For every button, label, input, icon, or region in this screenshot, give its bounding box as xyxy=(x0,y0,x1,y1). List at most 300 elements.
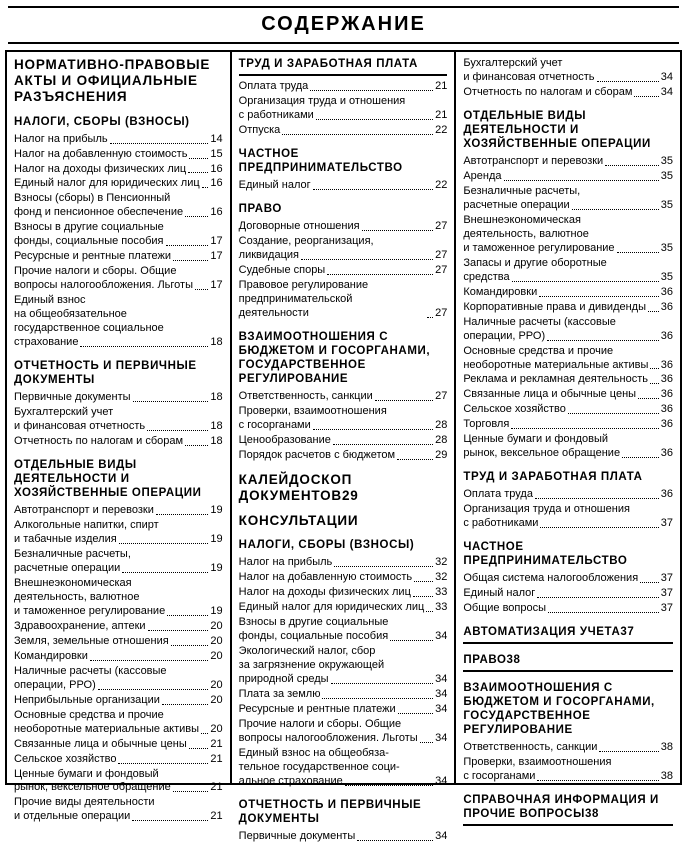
page-number: 36 xyxy=(660,488,673,501)
leader-dots xyxy=(156,513,209,515)
toc-entry-label: необоротные материальные активы xyxy=(463,358,649,371)
leader-dots xyxy=(414,580,433,582)
page-number: 21 xyxy=(210,810,223,823)
toc-entry-label: Оплата труда xyxy=(463,488,533,501)
toc-entry[interactable] xyxy=(463,57,673,85)
section-heading-труд-и-заработная-плата: ТРУД И ЗАРАБОТНАЯ ПЛАТА xyxy=(239,57,448,76)
leader-dots xyxy=(147,429,208,431)
section-heading-нормативно-правовые-акты-и-официальные-р: НОРМАТИВНО-ПРАВОВЫЕ АКТЫ И ОФИЦИАЛЬНЫЕ РАЗЪЯСНЕНИЯ xyxy=(14,57,211,105)
leader-dots xyxy=(132,819,208,821)
toc-entry-label: и финансовая отчетность xyxy=(463,70,595,83)
page-number: 33 xyxy=(435,586,448,599)
page-number: 29 xyxy=(341,487,359,503)
toc-entry-label: Общие вопросы xyxy=(463,602,547,615)
toc-entry[interactable] xyxy=(14,504,223,518)
contents-column-1 xyxy=(7,52,232,823)
toc-entry-label: с госорганами xyxy=(238,418,311,431)
toc-entry[interactable] xyxy=(463,316,673,344)
leader-dots xyxy=(634,95,658,97)
toc-entry-line: Экологический налог, сбор xyxy=(238,644,376,657)
toc-entry[interactable] xyxy=(14,391,223,405)
toc-entry-label: с госорганами xyxy=(463,770,536,783)
toc-entry[interactable] xyxy=(14,620,223,634)
page-number: 20 xyxy=(210,693,223,706)
toc-entry-line: Проверки, взаимоотношения xyxy=(463,756,612,769)
toc-entry[interactable] xyxy=(239,718,448,746)
leader-dots xyxy=(331,682,434,684)
leader-dots xyxy=(597,80,659,82)
toc-entry-line: Ценные бумаги и фондовый xyxy=(14,767,159,780)
page-number: 36 xyxy=(660,388,673,401)
toc-entry-label: Первичные документы xyxy=(14,391,131,404)
toc-entry-line: Бухгалтерский учет xyxy=(463,57,563,69)
page-number: 36 xyxy=(660,373,673,386)
leader-dots xyxy=(334,565,433,567)
toc-entry-line: Наличные расчеты (кассовые xyxy=(14,664,167,677)
leader-dots xyxy=(617,251,659,253)
leader-dots xyxy=(173,790,209,792)
page-number: 34 xyxy=(435,774,448,787)
toc-entry[interactable] xyxy=(14,738,223,752)
page-number: 36 xyxy=(660,329,673,342)
toc-entry[interactable] xyxy=(239,571,448,585)
toc-entry-line: Безналичные расчеты, xyxy=(463,184,581,197)
leader-dots xyxy=(189,157,208,159)
page-number: 18 xyxy=(210,391,223,404)
toc-entry[interactable] xyxy=(14,650,223,664)
toc-entry[interactable] xyxy=(14,665,223,693)
leader-dots xyxy=(650,367,658,369)
toc-entry-label: Судебные споры xyxy=(238,263,326,276)
leader-dots xyxy=(202,186,209,188)
leader-dots xyxy=(301,258,433,260)
leader-dots xyxy=(397,458,433,460)
leader-dots xyxy=(80,345,208,347)
leader-dots xyxy=(622,456,659,458)
toc-entry[interactable] xyxy=(463,572,673,586)
leader-dots xyxy=(426,610,433,612)
toc-entry[interactable] xyxy=(239,747,448,789)
toc-entry-label: Автотранспорт и перевозки xyxy=(14,504,154,517)
toc-entry[interactable] xyxy=(463,418,673,432)
leader-dots xyxy=(547,339,659,341)
leader-dots xyxy=(420,741,433,743)
toc-entry[interactable] xyxy=(14,133,223,147)
toc-entry[interactable] xyxy=(14,163,223,177)
toc-entry-line: Взносы в другие социальные xyxy=(238,616,389,629)
toc-entry[interactable] xyxy=(14,435,223,449)
page-number: 36 xyxy=(660,358,673,371)
toc-entry-label: и финансовая отчетность xyxy=(14,420,146,433)
leader-dots xyxy=(413,595,433,597)
toc-entry-line: Проверки, взаимоотношения xyxy=(238,404,387,417)
leader-dots xyxy=(118,762,208,764)
page-number: 34 xyxy=(660,85,673,98)
toc-entry-label: Сельское хозяйство xyxy=(463,403,566,416)
page-number: 29 xyxy=(435,448,448,461)
toc-entry[interactable] xyxy=(14,250,223,264)
toc-entry[interactable] xyxy=(463,214,673,256)
leader-dots xyxy=(512,280,659,282)
page-number: 37 xyxy=(660,587,673,600)
toc-entry-label: Корпоративные права и дивиденды xyxy=(463,300,647,313)
toc-entry[interactable] xyxy=(239,235,448,263)
toc-entry-label: Налог на добавленную стоимость xyxy=(238,571,413,584)
leader-dots xyxy=(599,750,658,752)
page-number: 27 xyxy=(435,389,448,402)
toc-entry-line: Внешнеэкономическая xyxy=(14,576,132,589)
leader-dots xyxy=(638,397,659,399)
toc-entry-line: на общеобязательное xyxy=(14,308,127,321)
page-number: 22 xyxy=(435,178,448,191)
toc-entry-label: Ответственность, санкции xyxy=(463,741,598,754)
toc-entry-label: фонды, социальные пособия xyxy=(14,235,164,248)
toc-entry[interactable] xyxy=(239,405,448,433)
leader-dots xyxy=(357,839,433,841)
page-number: 19 xyxy=(210,504,223,517)
toc-entry-line: деятельность, валютное xyxy=(14,590,140,603)
page-number: 34 xyxy=(435,672,448,685)
page-number: 34 xyxy=(435,731,448,744)
toc-entry[interactable] xyxy=(463,503,673,531)
section-heading-калейдоскоп-документов xyxy=(239,472,448,504)
toc-entry[interactable] xyxy=(14,294,223,350)
toc-entry-label: Аренда xyxy=(463,169,502,182)
toc-entry-label: Ответственность, санкции xyxy=(238,389,373,402)
toc-entry[interactable] xyxy=(239,220,448,234)
toc-entry-line: Внешнеэкономическая xyxy=(463,213,581,226)
leader-dots xyxy=(572,208,659,210)
leader-dots xyxy=(166,244,209,246)
toc-entry-label: Единый налог xyxy=(238,178,311,191)
toc-entry[interactable] xyxy=(463,756,673,784)
page-number: 38 xyxy=(584,808,599,821)
toc-entry-label: предпринимательской деятельности xyxy=(238,292,356,319)
page-number: 20 xyxy=(210,649,223,662)
toc-entry-line: деятельность, валютное xyxy=(463,227,589,240)
toc-entry-label: Отчетность по налогам и сборам xyxy=(463,85,633,98)
toc-entry-label: Единый налог xyxy=(463,587,536,600)
toc-entry-line: Единый взнос на общеобяза- xyxy=(238,746,389,759)
page-number: 28 xyxy=(435,433,448,446)
toc-entry[interactable] xyxy=(239,645,448,687)
toc-entry-line: Алкогольные напитки, спирт xyxy=(14,519,159,532)
toc-entry-label: Общая система налогообложения xyxy=(463,572,639,585)
page-number: 18 xyxy=(210,336,223,349)
toc-entry[interactable] xyxy=(14,577,223,619)
section-heading-label: АВТОМАТИЗАЦИЯ УЧЕТА xyxy=(463,626,621,639)
page-number: 16 xyxy=(210,162,223,175)
toc-entry[interactable] xyxy=(463,170,673,184)
toc-entry-line: Запасы и другие оборотные xyxy=(463,256,607,269)
toc-entry[interactable] xyxy=(239,264,448,278)
toc-entry[interactable] xyxy=(239,556,448,570)
toc-entry-label: Налог на доходы физических лиц xyxy=(14,162,187,175)
section-heading-отчетность-и-первичные-документы: ОТЧЕТНОСТЬ И ПЕРВИЧНЫЕ ДОКУМЕНТЫ xyxy=(238,798,422,825)
toc-entry[interactable] xyxy=(463,155,673,169)
toc-entry[interactable] xyxy=(239,434,448,448)
contents-column-3 xyxy=(456,52,680,821)
section-heading-label: СПРАВОЧНАЯ ИНФОРМАЦИЯ И ПРОЧИЕ ВОПРОСЫ xyxy=(463,794,659,821)
page-number: 14 xyxy=(210,132,223,145)
toc-entry[interactable] xyxy=(14,694,223,708)
toc-entry[interactable] xyxy=(14,519,223,547)
page-number: 21 xyxy=(435,108,448,121)
page-number: 33 xyxy=(435,601,448,614)
leader-dots xyxy=(345,784,433,786)
page-number: 36 xyxy=(660,285,673,298)
toc-entry-label: ликвидация xyxy=(238,248,299,261)
page-number: 20 xyxy=(210,722,223,735)
toc-entry-label: Неприбыльные организации xyxy=(14,693,160,706)
section-heading-взаимоотношения-с-бюджетом-и-госорганами: ВЗАИМООТНОШЕНИЯ С БЮДЖЕТОМ И ГОСОРГАНАМИ, ГОСУДАРСТВЕННОЕ РЕГУЛИРОВАНИЕ xyxy=(463,682,655,737)
toc-entry[interactable] xyxy=(14,635,223,649)
toc-entry-label: операции, РРО) xyxy=(14,678,96,691)
toc-entry-label: расчетные операции xyxy=(14,561,121,574)
leader-dots xyxy=(375,399,433,401)
toc-entry[interactable] xyxy=(239,124,448,138)
toc-entry[interactable] xyxy=(239,601,448,615)
page-number: 19 xyxy=(210,604,223,617)
section-heading-налоги-сборы-взносы: НАЛОГИ, СБОРЫ (ВЗНОСЫ) xyxy=(238,539,415,552)
toc-entry[interactable] xyxy=(14,768,223,796)
leader-dots xyxy=(313,428,433,430)
toc-entry[interactable] xyxy=(463,741,673,755)
toc-entry[interactable] xyxy=(463,602,673,616)
page-number: 34 xyxy=(435,829,448,842)
page-number: 35 xyxy=(660,169,673,182)
page-number: 27 xyxy=(435,219,448,232)
toc-entry-label: фонд и пенсионное обеспечение xyxy=(14,206,184,219)
leader-dots xyxy=(201,732,208,734)
page-number: 18 xyxy=(210,420,223,433)
toc-entry[interactable] xyxy=(463,488,673,502)
leader-dots xyxy=(282,133,433,135)
toc-entry-line: Ценные бумаги и фондовый xyxy=(463,433,609,446)
page-number: 20 xyxy=(210,634,223,647)
toc-entry-line: Бухгалтерский учет xyxy=(14,406,114,419)
toc-entry[interactable] xyxy=(239,95,448,123)
toc-entry-label: рынок, вексельное обращение xyxy=(14,781,171,794)
toc-entry-label: Налог на прибыль xyxy=(238,556,333,569)
section-heading-отчетность-и-первичные-документы: ОТЧЕТНОСТЬ И ПЕРВИЧНЫЕ ДОКУМЕНТЫ xyxy=(14,360,197,387)
toc-entry-label: страхование xyxy=(14,336,79,349)
toc-entry[interactable] xyxy=(239,449,448,463)
toc-entry[interactable] xyxy=(239,703,448,717)
toc-entry[interactable] xyxy=(239,616,448,644)
leader-dots xyxy=(539,295,659,297)
page-number: 38 xyxy=(506,654,521,667)
toc-entry-label: и табачные изделия xyxy=(14,533,117,545)
leader-dots xyxy=(537,779,658,781)
leader-dots xyxy=(110,142,209,144)
page-number: 36 xyxy=(660,447,673,460)
toc-entry-label: Единый налог для юридических лиц xyxy=(14,177,200,190)
toc-entry[interactable] xyxy=(14,221,223,249)
page-number: 27 xyxy=(435,306,448,319)
toc-entry-label: Автотранспорт и перевозки xyxy=(463,154,604,167)
page-number: 21 xyxy=(210,752,223,765)
toc-entry-label: необоротные материальные активы xyxy=(14,722,200,735)
page-number: 34 xyxy=(435,687,448,700)
page-number: 19 xyxy=(210,561,223,574)
toc-entry[interactable] xyxy=(239,80,448,94)
toc-entry[interactable] xyxy=(463,257,673,285)
page-number: 21 xyxy=(435,80,448,93)
toc-entry[interactable] xyxy=(463,433,673,461)
page-number: 37 xyxy=(660,572,673,585)
toc-entry[interactable] xyxy=(14,148,223,162)
page-number: 21 xyxy=(210,737,223,750)
toc-entry-label: фонды, социальные пособия xyxy=(238,630,389,643)
toc-entry-label: с работниками xyxy=(238,108,314,121)
leader-dots xyxy=(316,118,433,120)
section-heading-частное-предпринимательство: ЧАСТНОЕ ПРЕДПРИНИМАТЕЛЬСТВО xyxy=(238,147,403,174)
toc-entry[interactable] xyxy=(239,688,448,702)
section-heading-налоги-сборы-взносы: НАЛОГИ, СБОРЫ (ВЗНОСЫ) xyxy=(14,115,190,128)
section-heading-консультации: КОНСУЛЬТАЦИИ xyxy=(238,512,359,528)
toc-entry-label: с работниками xyxy=(463,517,539,530)
leader-dots xyxy=(310,89,433,91)
toc-entry-label: Налог на доходы физических лиц xyxy=(238,586,411,599)
page-number: 36 xyxy=(660,418,673,431)
toc-entry-line: Прочие виды деятельности xyxy=(14,796,155,809)
section-heading-label: ПРАВО xyxy=(463,654,507,667)
toc-entry-label: Налог на прибыль xyxy=(14,132,108,145)
section-heading-труд-и-заработная-плата: ТРУД И ЗАРАБОТНАЯ ПЛАТА xyxy=(463,471,643,484)
toc-entry[interactable] xyxy=(463,185,673,213)
toc-entry-line: Основные средства и прочие xyxy=(463,344,614,357)
toc-entry-label: Ресурсные и рентные платежи xyxy=(238,702,396,715)
page-title: СОДЕРЖАНИЕ xyxy=(261,13,426,35)
toc-entry[interactable] xyxy=(14,265,223,293)
page-number: 35 xyxy=(660,154,673,167)
toc-entry-label: Плата за землю xyxy=(238,687,321,700)
leader-dots xyxy=(98,688,209,690)
leader-dots xyxy=(427,316,433,318)
page-number: 37 xyxy=(620,626,635,639)
toc-entry-line: Организация труда и отношения xyxy=(463,503,630,516)
toc-entry-label: Реклама и рекламная деятельность xyxy=(463,373,648,386)
toc-entry[interactable] xyxy=(463,388,673,402)
toc-entry-label: Порядок расчетов с бюджетом xyxy=(238,448,396,461)
section-heading-справочная-информация-и-прочие-вопросы xyxy=(463,793,673,826)
page-number: 38 xyxy=(660,741,673,754)
toc-entry-label: Здравоохранение, аптеки xyxy=(14,619,146,632)
leader-dots xyxy=(322,697,433,699)
toc-entry-label: вопросы налогообложения. Льготы xyxy=(14,279,193,292)
toc-entry[interactable] xyxy=(463,286,673,300)
toc-entry[interactable] xyxy=(239,586,448,600)
page-number: 35 xyxy=(660,270,673,283)
toc-entry-label: рынок, вексельное обращение xyxy=(463,447,621,460)
page-number: 35 xyxy=(660,241,673,254)
toc-entry[interactable] xyxy=(14,177,223,191)
page-number: 21 xyxy=(210,781,223,794)
contents-column-2 xyxy=(232,52,457,842)
toc-entry-label: Земля, земельные отношения xyxy=(14,634,169,647)
leader-dots xyxy=(195,288,208,290)
toc-entry[interactable] xyxy=(239,279,448,321)
page-number: 35 xyxy=(660,198,673,211)
toc-entry-line: Организация труда и отношения xyxy=(238,94,406,107)
toc-entry-label: Ресурсные и рентные платежи xyxy=(14,250,171,263)
toc-entry-label: Отчетность по налогам и сборам xyxy=(14,435,184,448)
leader-dots xyxy=(540,526,658,528)
toc-entry[interactable] xyxy=(239,179,448,193)
leader-dots xyxy=(189,747,209,749)
toc-entry-label: и отдельные операции xyxy=(14,810,131,823)
leader-dots xyxy=(333,443,433,445)
page-number: 38 xyxy=(660,770,673,783)
page-number: 36 xyxy=(660,403,673,416)
toc-entry-line: Прочие налоги и сборы. Общие xyxy=(238,717,402,730)
toc-entry[interactable] xyxy=(14,796,223,824)
page-number: 18 xyxy=(210,435,223,448)
section-heading-взаимоотношения-с-бюджетом-и-госорганами: ВЗАИМООТНОШЕНИЯ С БЮДЖЕТОМ И ГОСОРГАНАМИ, ГОСУДАРСТВЕННОЕ РЕГУЛИРОВАНИЕ xyxy=(238,330,431,385)
page-number: 28 xyxy=(435,418,448,431)
toc-entry-label: Командировки xyxy=(14,649,88,662)
leader-dots xyxy=(122,571,208,573)
toc-entry[interactable] xyxy=(463,345,673,373)
toc-entry-label: Единый налог для юридических лиц xyxy=(238,601,425,614)
toc-entry[interactable] xyxy=(239,830,448,844)
toc-entry[interactable] xyxy=(14,709,223,737)
section-heading-отдельные-виды-деятельности-и-хозяйствен: ОТДЕЛЬНЫЕ ВИДЫ ДЕЯТЕЛЬНОСТИ И ХОЗЯЙСТВЕННЫЕ ОПЕРАЦИИ xyxy=(463,109,651,150)
page-number: 27 xyxy=(435,263,448,276)
page-number: 17 xyxy=(210,235,223,248)
section-heading-частное-предпринимательство: ЧАСТНОЕ ПРЕДПРИНИМАТЕЛЬСТВО xyxy=(463,541,628,568)
page-number: 20 xyxy=(210,619,223,632)
toc-entry[interactable] xyxy=(14,192,223,220)
toc-entry[interactable] xyxy=(463,373,673,387)
toc-entry[interactable] xyxy=(463,403,673,417)
toc-entry-label: средства xyxy=(463,270,510,283)
leader-dots xyxy=(133,400,209,402)
leader-dots xyxy=(119,542,209,544)
toc-entry[interactable] xyxy=(239,390,448,404)
leader-dots xyxy=(548,611,659,613)
page-number: 15 xyxy=(210,147,223,160)
leader-dots xyxy=(390,639,433,641)
leader-dots xyxy=(313,188,433,190)
toc-entry-label: расчетные операции xyxy=(463,198,570,211)
toc-entry-line: за загрязнение окружающей xyxy=(238,658,385,671)
toc-entry[interactable] xyxy=(463,86,673,100)
page-number: 20 xyxy=(210,678,223,691)
leader-dots xyxy=(511,427,658,429)
toc-entry-label: Связанные лица и обычные цены xyxy=(463,388,637,401)
toc-entry[interactable] xyxy=(463,587,673,601)
toc-entry[interactable] xyxy=(14,753,223,767)
toc-entry[interactable] xyxy=(14,406,223,434)
page-number: 34 xyxy=(660,70,673,83)
page-number: 32 xyxy=(435,571,448,584)
toc-entry-label: Связанные лица и обычные цены xyxy=(14,737,187,750)
page-number: 16 xyxy=(210,206,223,219)
leader-dots xyxy=(535,497,659,499)
toc-entry[interactable] xyxy=(463,301,673,315)
section-heading-автоматизация-учета xyxy=(463,625,673,644)
toc-entry-label: операции, РРО) xyxy=(463,329,546,342)
toc-entry-label: и таможенное регулирование xyxy=(463,241,615,254)
page-number: 27 xyxy=(435,248,448,261)
leader-dots xyxy=(185,444,208,446)
leader-dots xyxy=(173,259,208,261)
toc-entry[interactable] xyxy=(14,548,223,576)
leader-dots xyxy=(188,171,208,173)
leader-dots xyxy=(327,273,433,275)
